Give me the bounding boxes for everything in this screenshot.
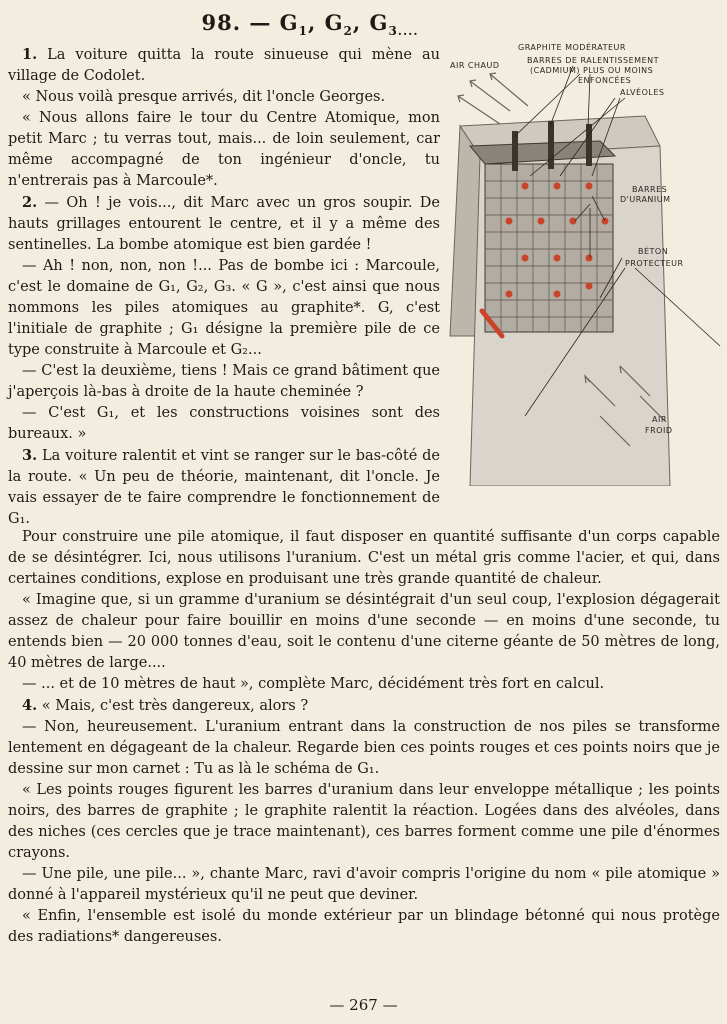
paragraph: [8, 717, 720, 780]
uranium-dot: [538, 218, 545, 225]
uranium-dot: [554, 291, 561, 298]
section-number: 2.: [22, 194, 38, 211]
paragraph-text: — Ah ! non, non, non !... Pas de bombe ici : Marcoule, c'est le domaine de G₁, G₂, G₃. « G », c'est ainsi que nous nommons les piles atomiques au graphite*. G, c'est l'initiale de graphite ; G₁ désigne la première pile de ce type construite à Marcoule et G₂...: [8, 258, 440, 358]
paragraph-text: — Oh ! je vois..., dit Marc avec un gros soupir. De hauts grillages entourent le centre, et il y a même des sentinelles. La bombe atomique est bien gardée !: [8, 195, 440, 253]
uranium-dot: [506, 218, 513, 225]
uranium-dot: [506, 291, 513, 298]
uranium-dot: [586, 183, 593, 190]
reactor-diagram: [440, 36, 727, 486]
paragraph-text: La voiture quitta la route sinueuse qui mène au village de Codolet.: [8, 47, 440, 84]
paragraph-text: « Imagine que, si un gramme d'uranium se désintégrait d'un seul coup, l'explosion dégagerait assez de chaleur pour faire bouillir en moins d'une seconde — en moins d'une seconde, tu entends bien — 20 000 tonnes d'eau, soit le contenu d'une citerne géante de 50 mètres de long, 40 mètres de large....: [8, 592, 720, 671]
uranium-dot: [554, 255, 561, 262]
label-concrete-2: PROTECTEUR: [625, 259, 684, 268]
section-number: 4.: [22, 697, 38, 714]
label-slowdown-rods-2: (CADMIUM) PLUS OU MOINS: [530, 66, 654, 75]
paragraph-text: Pour construire une pile atomique, il faut disposer en quantité suffisante d'un corps capable de se désintégrer. Ici, nous utilisons l'uranium. C'est un métal gris comme l'acier, et qui, dans certaines conditions, explose en produisant une très grande quantité de chaleur.: [8, 529, 720, 587]
paragraph-text: — C'est la deuxième, tiens ! Mais ce grand bâtiment que j'aperçois là-bas à droite de la haute cheminée ?: [8, 363, 440, 400]
lower-text-column: [8, 527, 720, 948]
paragraph-text: « Mais, c'est très dangereux, alors ?: [37, 698, 309, 714]
hot-air-arrows: [458, 73, 528, 124]
paragraph-text: — Une pile, une pile... », chante Marc, ravi d'avoir compris l'origine du nom « pile atomique » donné à l'appareil mystérieux qu'il ne peut que deviner.: [8, 866, 720, 903]
paragraph: [8, 527, 720, 590]
reactor-diagram-svg: [440, 36, 727, 486]
paragraph: [8, 256, 440, 361]
section-number: 1.: [22, 46, 38, 63]
label-cold-air-1: AIR: [652, 415, 667, 424]
paragraph-text: — C'est G₁, et les constructions voisines sont des bureaux. »: [8, 405, 440, 442]
paragraph: [8, 695, 720, 717]
paragraph-text: — Non, heureusement. L'uranium entrant dans la construction de nos piles se transforme lentement en dégageant de la chaleur. Regarde bien ces points rouges et ces points noirs que je dessine sur mon carnet : Tu as là le schéma de G₁.: [8, 719, 720, 777]
label-slowdown-rods-1: BARRES DE RALENTISSEMENT: [527, 56, 659, 65]
label-hot-air: AIR CHAUD: [450, 61, 500, 70]
paragraph: [8, 864, 720, 906]
label-cold-air-2: FROID: [645, 426, 673, 435]
paragraph-text: « Enfin, l'ensemble est isolé du monde extérieur par un blindage bétonné qui nous protège des radiations* dangereuses.: [8, 908, 720, 945]
paragraph: [8, 403, 440, 445]
paragraph: [8, 192, 440, 256]
label-alveoles: ALVÉOLES: [620, 88, 665, 97]
section-number: 3.: [22, 447, 38, 464]
graphite-bricks: [485, 164, 613, 332]
paragraph: [8, 87, 440, 108]
control-rod: [586, 124, 592, 166]
paragraph-text: « Nous allons faire le tour du Centre Atomique, mon petit Marc ; tu verras tout, mais... de loin seulement, car même accompagné de ton ingénieur d'oncle, tu n'entrerais pas à Marcoule*.: [8, 110, 440, 189]
paragraph-text: « Nous voilà presque arrivés, dit l'oncle Georges.: [22, 89, 386, 105]
paragraph: [8, 780, 720, 864]
page-number: — 267 —: [329, 996, 398, 1014]
paragraph: [8, 445, 440, 530]
paragraph: [8, 906, 720, 948]
label-slowdown-rods-3: ENFONCÉES: [578, 76, 632, 85]
paragraph-text: La voiture ralentit et vint se ranger sur le bas-côté de la route. « Un peu de théorie, maintenant, dit l'oncle. Je vais essayer de te faire comprendre le fonctionnement de G₁.: [8, 448, 440, 527]
uranium-dot: [586, 255, 593, 262]
control-rod: [548, 121, 554, 169]
paragraph-text: — ... et de 10 mètres de haut », complète Marc, décidément très fort en calcul.: [22, 676, 605, 692]
label-uranium-bars-2: D'URANIUM: [620, 195, 671, 204]
label-graphite-moderator: GRAPHITE MODÉRATEUR: [518, 43, 626, 52]
label-concrete-1: BÉTON: [638, 247, 669, 256]
paragraph: [8, 361, 440, 403]
paragraph-text: « Les points rouges figurent les barres d'uranium dans leur enveloppe métallique ; les points noirs, des barres de graphite ; le graphite ralentit la réaction. Logées dans des alvéoles, dans des niches (ces cercles que je trace maintenant), ces barres forment comme une pile d'énormes crayons.: [8, 782, 720, 861]
paragraph: [8, 590, 720, 674]
label-uranium-bars-1: BARRES: [632, 185, 668, 194]
page-title: 98. — $G_1$, $G_2$, $G_{3....}$: [201, 10, 419, 39]
upper-text-column: [8, 44, 440, 530]
paragraph: [8, 108, 440, 192]
paragraph: [8, 674, 720, 695]
paragraph: [8, 44, 440, 87]
uranium-dot: [522, 183, 529, 190]
uranium-dot: [522, 255, 529, 262]
uranium-dot: [554, 183, 561, 190]
control-rod: [512, 131, 518, 171]
uranium-dot: [586, 283, 593, 290]
